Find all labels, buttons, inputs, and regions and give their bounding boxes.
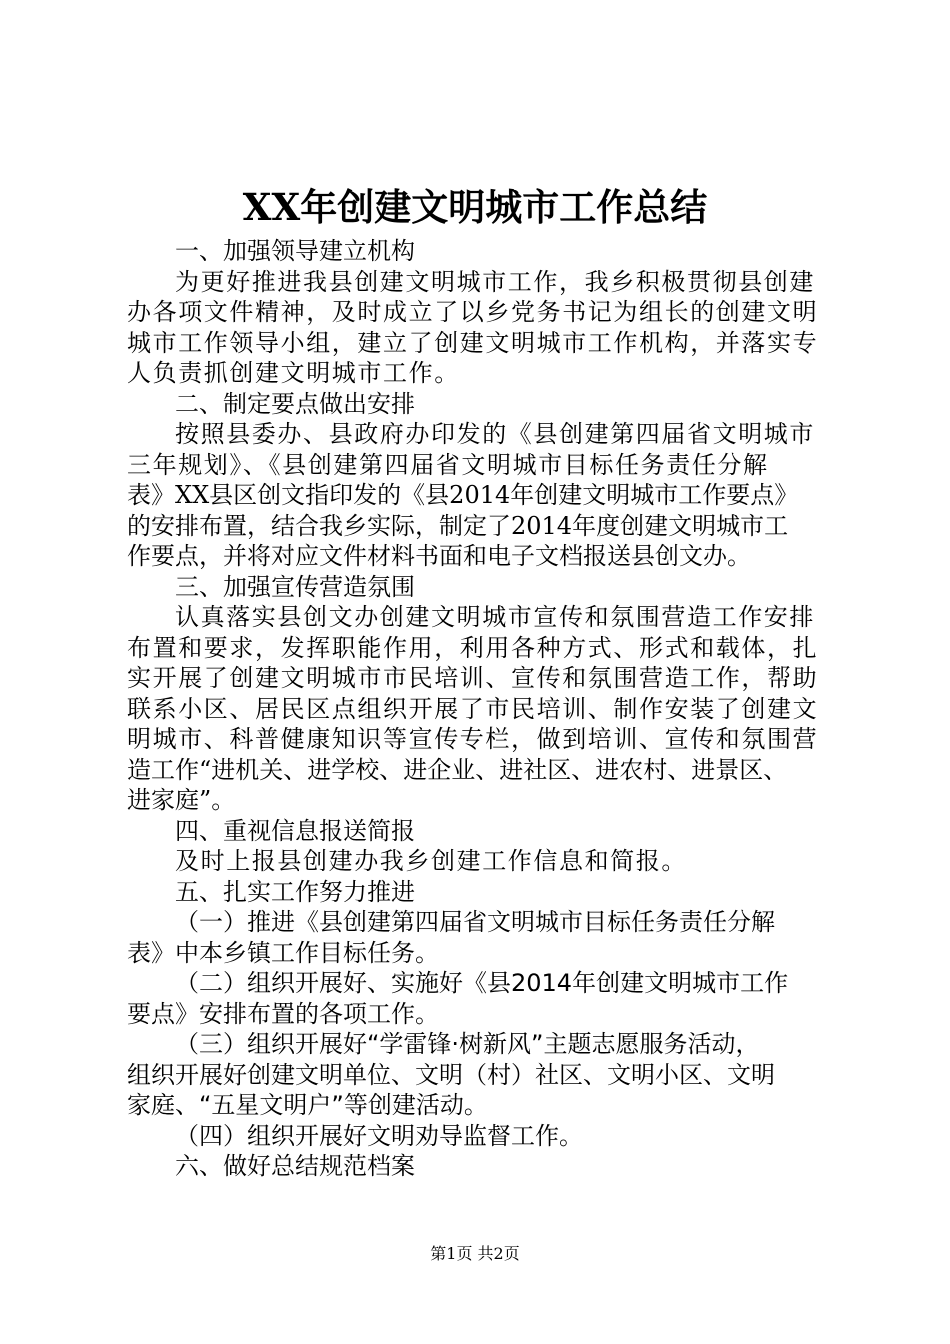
paragraph-line: 人负责抓创建文明城市工作。 — [127, 359, 460, 387]
list-item-line: （三）组织开展好“学雷锋·树新风”主题志愿服务活动， — [175, 1030, 760, 1058]
paragraph-line: 及时上报县创建办我乡创建工作信息和简报。 — [175, 847, 687, 875]
paragraph-line: 按照县委办、县政府办印发的《县创建第四届省文明城市 — [175, 420, 815, 448]
section-heading-2: 二、制定要点做出安排 — [175, 389, 415, 418]
list-item-line: 家庭、“五星文明户”等创建活动。 — [127, 1091, 488, 1119]
list-item-line: （一）推进《县创建第四届省文明城市目标任务责任分解 — [175, 908, 775, 936]
list-item-line: （四）组织开展好文明劝导监督工作。 — [175, 1121, 583, 1150]
paragraph-line: 认真落实县创文办创建文明城市宣传和氛围营造工作安排 — [175, 603, 815, 631]
paragraph-line: 进家庭”。 — [127, 786, 236, 814]
paragraph-line: 明城市、科普健康知识等宣传专栏，做到培训、宣传和氛围营 — [127, 725, 819, 753]
section-heading-6: 六、做好总结规范档案 — [175, 1152, 415, 1180]
paragraph-line: 联系小区、居民区点组织开展了市民培训、制作安装了创建文 — [127, 694, 819, 723]
paragraph-line: 实开展了创建文明城市市民培训、宣传和氛围营造工作，帮助 — [127, 664, 819, 692]
section-heading-1: 一、加强领导建立机构 — [175, 237, 415, 265]
list-item-line: 要点》安排布置的各项工作。 — [127, 999, 439, 1028]
paragraph-line: 造工作“进机关、进学校、进企业、进社区、进农村、进景区、 — [127, 755, 788, 784]
paragraph-line: 城市工作领导小组，建立了创建文明城市工作机构，并落实专 — [127, 328, 819, 357]
list-item-line: 表》中本乡镇工作目标任务。 — [127, 938, 439, 967]
page-number-footer: 第1页 共2页 — [430, 1244, 520, 1263]
section-heading-4: 四、重视信息报送简报 — [175, 816, 415, 845]
paragraph-line: 为更好推进我县创建文明城市工作，我乡积极贯彻县创建 — [175, 267, 815, 296]
paragraph-line: 三年规划》、《县创建第四届省文明城市目标任务责任分解 — [127, 450, 769, 479]
section-heading-3: 三、加强宣传营造氛围 — [175, 572, 415, 601]
section-heading-5: 五、扎实工作努力推进 — [175, 877, 415, 906]
paragraph-line: 作要点，并将对应文件材料书面和电子文档报送县创文办。 — [127, 542, 751, 570]
list-item-line: （二）组织开展好、实施好《县2014年创建文明城市工作 — [175, 969, 789, 997]
document-body — [127, 236, 837, 1182]
paragraph-line: 的安排布置，结合我乡实际，制定了2014年度创建文明城市工 — [127, 511, 789, 540]
paragraph-line: 布置和要求，发挥职能作用，利用各种方式、形式和载体，扎 — [127, 633, 819, 662]
paragraph-line: 表》XX县区创文指印发的《县2014年创建文明城市工作要点》 — [127, 481, 799, 509]
list-item-line: 组织开展好创建文明单位、文明（村）社区、文明小区、文明 — [127, 1060, 775, 1089]
document-title: XX年创建文明城市工作总结 — [242, 185, 708, 229]
paragraph-line: 办各项文件精神，及时成立了以乡党务书记为组长的创建文明 — [127, 298, 819, 326]
